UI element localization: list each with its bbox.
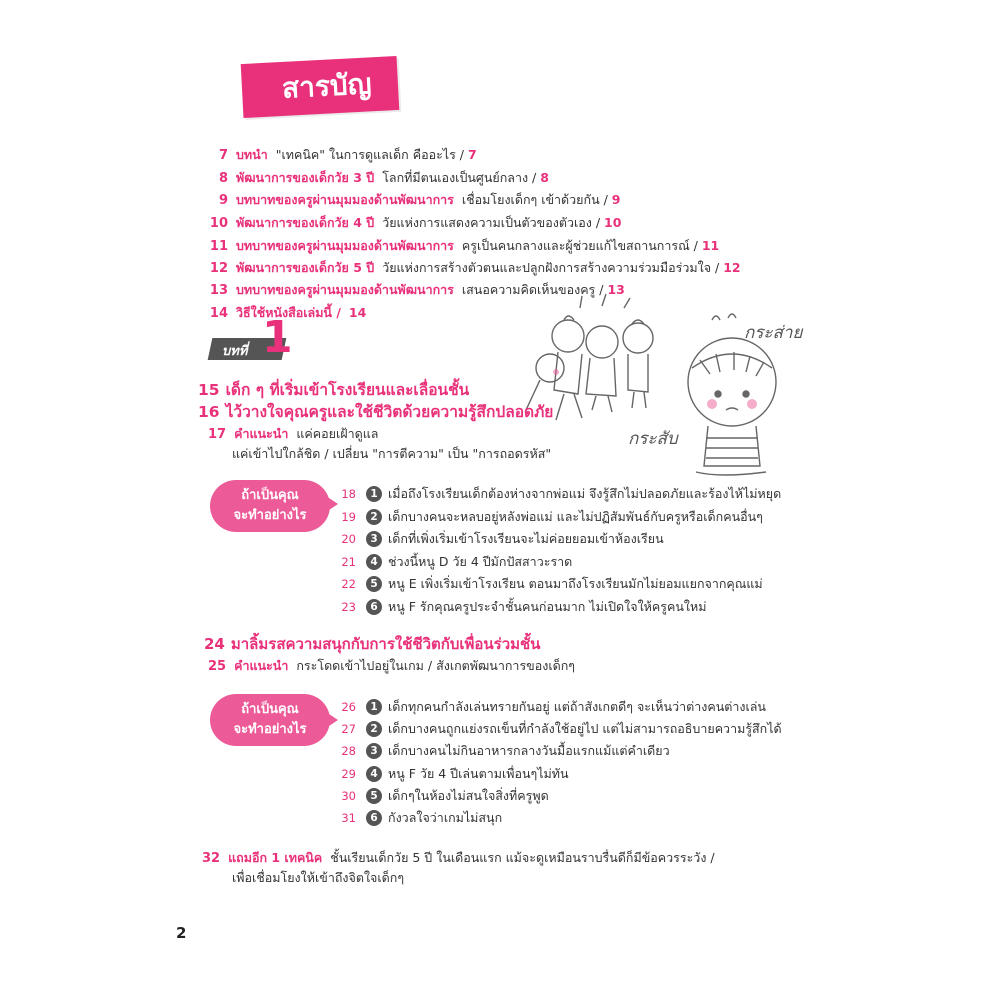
advice-row[interactable]	[208, 424, 378, 445]
advice-text: แค่คอยเฝ้าดูแล	[296, 426, 379, 441]
question-row[interactable]	[330, 763, 569, 785]
chapter-item[interactable]	[204, 632, 540, 656]
toc-page: 11	[701, 238, 720, 253]
question-page: 27	[341, 722, 356, 736]
toc-head: บทนำ	[236, 147, 268, 162]
toc-text: "เทคนิค" ในการดูแลเด็ก คืออะไร /	[275, 147, 464, 162]
question-index: 6	[366, 599, 382, 615]
question-index: 2	[366, 721, 382, 737]
question-page: 18	[341, 487, 356, 501]
bonus-text-2: เพื่อเชื่อมโยงให้เข้าถึงจิตใจเด็กๆ	[232, 870, 405, 885]
question-index: 3	[366, 531, 382, 547]
toc-page: 7	[467, 147, 477, 162]
toc-row[interactable]	[200, 144, 477, 166]
question-index: 6	[366, 810, 382, 826]
question-text: เด็กบางคนจะหลบอยู่หลังพ่อแม่ และไม่ปฏิสัมพันธ์กับครูหรือเด็กคนอื่นๆ	[388, 509, 763, 524]
bonus-row[interactable]	[202, 848, 715, 869]
toc-head: บทบาทของครูผ่านมุมมองด้านพัฒนาการ	[236, 282, 454, 297]
bubble-line-1: ถ้าเป็นคุณ	[241, 702, 299, 717]
chapter-item-num: 16	[198, 403, 220, 421]
toc-num: 14	[209, 306, 228, 321]
question-index: 5	[366, 576, 382, 592]
toc-page: 14	[348, 305, 367, 320]
chapter-item-title: มาลิ้มรสความสนุกกับการใช้ชีวิตกับเพื่อนร่วมชั้น	[230, 635, 541, 653]
question-page: 19	[341, 510, 356, 524]
toc-row[interactable]	[200, 212, 621, 234]
question-row[interactable]	[330, 718, 782, 740]
chapter-item[interactable]	[198, 378, 469, 402]
advice-text: กระโดดเข้าไปอยู่ในเกม / สังเกตพัฒนาการของเด็กๆ	[296, 658, 575, 673]
question-text: เด็กบางคนถูกแย่งรถเข็นที่กำลังใช้อยู่ไป แต่ไม่สามารถอธิบายความรู้สึกได้	[388, 721, 782, 736]
toc-page: 9	[611, 192, 621, 207]
toc-row[interactable]	[200, 189, 620, 211]
question-row[interactable]	[330, 696, 766, 718]
question-index: 4	[366, 554, 382, 570]
advice-row-cont	[232, 444, 551, 464]
toc-text: วัยแห่งการสร้างตัวตนและปลูกฝังการสร้างความร่วมมือร่วมใจ /	[382, 260, 720, 275]
chapter-item-num: 24	[204, 635, 225, 653]
question-text: กังวลใจว่าเกมไม่สนุก	[388, 810, 503, 825]
advice-head: คำแนะนำ	[234, 426, 289, 441]
bonus-num: 32	[202, 851, 221, 866]
question-index: 4	[366, 766, 382, 782]
page-number: 2	[176, 924, 187, 942]
question-row[interactable]	[330, 573, 763, 595]
toc-row[interactable]	[200, 167, 549, 189]
toc-text: ครูเป็นคนกลางและผู้ช่วยแก้ไขสถานการณ์ /	[461, 238, 698, 253]
toc-text: เสนอความคิดเห็นของครู /	[461, 282, 604, 297]
chapter-item-num: 15	[198, 381, 220, 399]
toc-page: 10	[604, 215, 622, 230]
question-text: หนู F วัย 4 ปีเล่นตามเพื่อนๆไม่ทัน	[388, 766, 569, 781]
question-row[interactable]	[330, 807, 502, 829]
toc-head: บทบาทของครูผ่านมุมมองด้านพัฒนาการ	[236, 238, 454, 253]
question-text: เด็กบางคนไม่กินอาหารกลางวันมื้อแรกแม้แต่คำเดียว	[388, 743, 670, 758]
question-page: 26	[341, 700, 356, 714]
question-index: 5	[366, 788, 382, 804]
sound-word-top: กระส่าย	[744, 323, 803, 343]
question-page: 22	[341, 577, 356, 591]
chapter-item-title: เด็ก ๆ ที่เริ่มเข้าโรงเรียนและเลื่อนชั้น	[225, 381, 470, 399]
toc-num: 13	[209, 283, 228, 298]
question-page: 29	[341, 767, 356, 781]
bubble-line-2: จะทำอย่างไร	[233, 508, 307, 523]
question-row[interactable]	[330, 483, 781, 505]
toc-page: 12	[723, 260, 741, 275]
toc-num: 8	[218, 171, 228, 186]
toc-text: เชื่อมโยงเด็กๆ เข้าด้วยกัน /	[461, 192, 608, 207]
advice-num: 17	[208, 427, 227, 442]
question-bubble	[210, 694, 330, 746]
toc-page: 8	[540, 170, 549, 185]
advice-num: 25	[208, 659, 227, 674]
kids-illustration	[520, 290, 820, 480]
question-text: เด็กทุกคนกำลังเล่นทรายกันอยู่ แต่ถ้าสังเกตดีๆ จะเห็นว่าต่างคนต่างเล่น	[388, 699, 766, 714]
toc-text: วัยแห่งการแสดงความเป็นตัวของตัวเอง /	[382, 215, 601, 230]
toc-head: บทบาทของครูผ่านมุมมองด้านพัฒนาการ	[236, 192, 454, 207]
toc-head: พัฒนาการของเด็กวัย 3 ปี	[236, 170, 375, 185]
question-row[interactable]	[330, 596, 707, 618]
toc-num: 11	[209, 239, 228, 254]
question-index: 1	[366, 699, 382, 715]
question-row[interactable]	[330, 506, 763, 528]
toc-head: วิธีใช้หนังสือเล่มนี้ /	[236, 305, 341, 320]
chapter-label: บทที่	[222, 344, 248, 359]
question-page: 31	[341, 811, 356, 825]
question-page: 23	[341, 600, 356, 614]
toc-text: โลกที่มีตนเองเป็นศูนย์กลาง /	[382, 170, 537, 185]
toc-head: พัฒนาการของเด็กวัย 4 ปี	[236, 215, 375, 230]
toc-row[interactable]	[200, 257, 741, 279]
chapter-number: 1	[262, 312, 293, 363]
bubble-line-1: ถ้าเป็นคุณ	[241, 488, 299, 503]
question-index: 1	[366, 486, 382, 502]
question-page: 30	[341, 789, 356, 803]
question-row[interactable]	[330, 740, 670, 762]
bonus-head: แถมอีก 1 เทคนิค	[228, 850, 323, 865]
question-row[interactable]	[330, 551, 572, 573]
question-page: 21	[341, 555, 356, 569]
page-title: สารบัญ	[281, 67, 373, 105]
toc-num: 12	[209, 261, 228, 276]
question-text: หนู F รักคุณครูประจำชั้นคนก่อนมาก ไม่เปิดใจให้ครูคนใหม่	[388, 599, 707, 614]
question-text: ช่วงนี้หนู D วัย 4 ปีมักปัสสาวะราด	[388, 554, 573, 569]
question-page: 20	[341, 532, 356, 546]
question-text: เด็กๆในห้องไม่สนใจสิ่งที่ครูพูด	[388, 788, 549, 803]
question-page: 28	[341, 744, 356, 758]
question-index: 2	[366, 509, 382, 525]
question-text: เด็กที่เพิ่งเริ่มเข้าโรงเรียนจะไม่ค่อยยอมเข้าห้องเรียน	[388, 531, 664, 546]
toc-num: 7	[218, 148, 228, 163]
bonus-text: ชั้นเรียนเด็กวัย 5 ปี ในเดือนแรก แม้จะดูเหมือนราบรื่นดีก็มีข้อควรระวัง /	[330, 850, 715, 865]
question-index: 3	[366, 743, 382, 759]
chapter-item-title: ไว้วางใจคุณครูและใช้ชีวิตด้วยความรู้สึกปลอดภัย	[225, 403, 554, 421]
question-row[interactable]	[330, 528, 664, 550]
sound-word-bottom: กระสับ	[628, 429, 678, 449]
advice-row[interactable]	[208, 656, 575, 677]
advice-head: คำแนะนำ	[234, 658, 289, 673]
toc-page: 13	[607, 282, 625, 297]
question-text: หนู E เพิ่งเริ่มเข้าโรงเรียน ตอนมาถึงโรงเรียนมักไม่ยอมแยกจากคุณแม่	[388, 576, 763, 591]
question-bubble	[210, 480, 330, 532]
toc-row[interactable]	[200, 235, 719, 257]
question-text: เมื่อถึงโรงเรียนเด็กต้องห่างจากพ่อแม่ จึงรู้สึกไม่ปลอดภัยและร้องไห้ไม่หยุด	[388, 486, 782, 501]
bubble-line-2: จะทำอย่างไร	[233, 722, 307, 737]
chapter-item[interactable]	[198, 400, 553, 424]
question-row[interactable]	[330, 785, 549, 807]
advice-text-2: แค่เข้าไปใกล้ชิด / เปลี่ยน "การตีความ" เป็น "การถอดรหัส"	[232, 446, 552, 461]
bonus-row-cont	[232, 868, 404, 888]
toc-head: พัฒนาการของเด็กวัย 5 ปี	[236, 260, 375, 275]
toc-num: 9	[218, 193, 228, 208]
toc-num: 10	[209, 216, 228, 231]
